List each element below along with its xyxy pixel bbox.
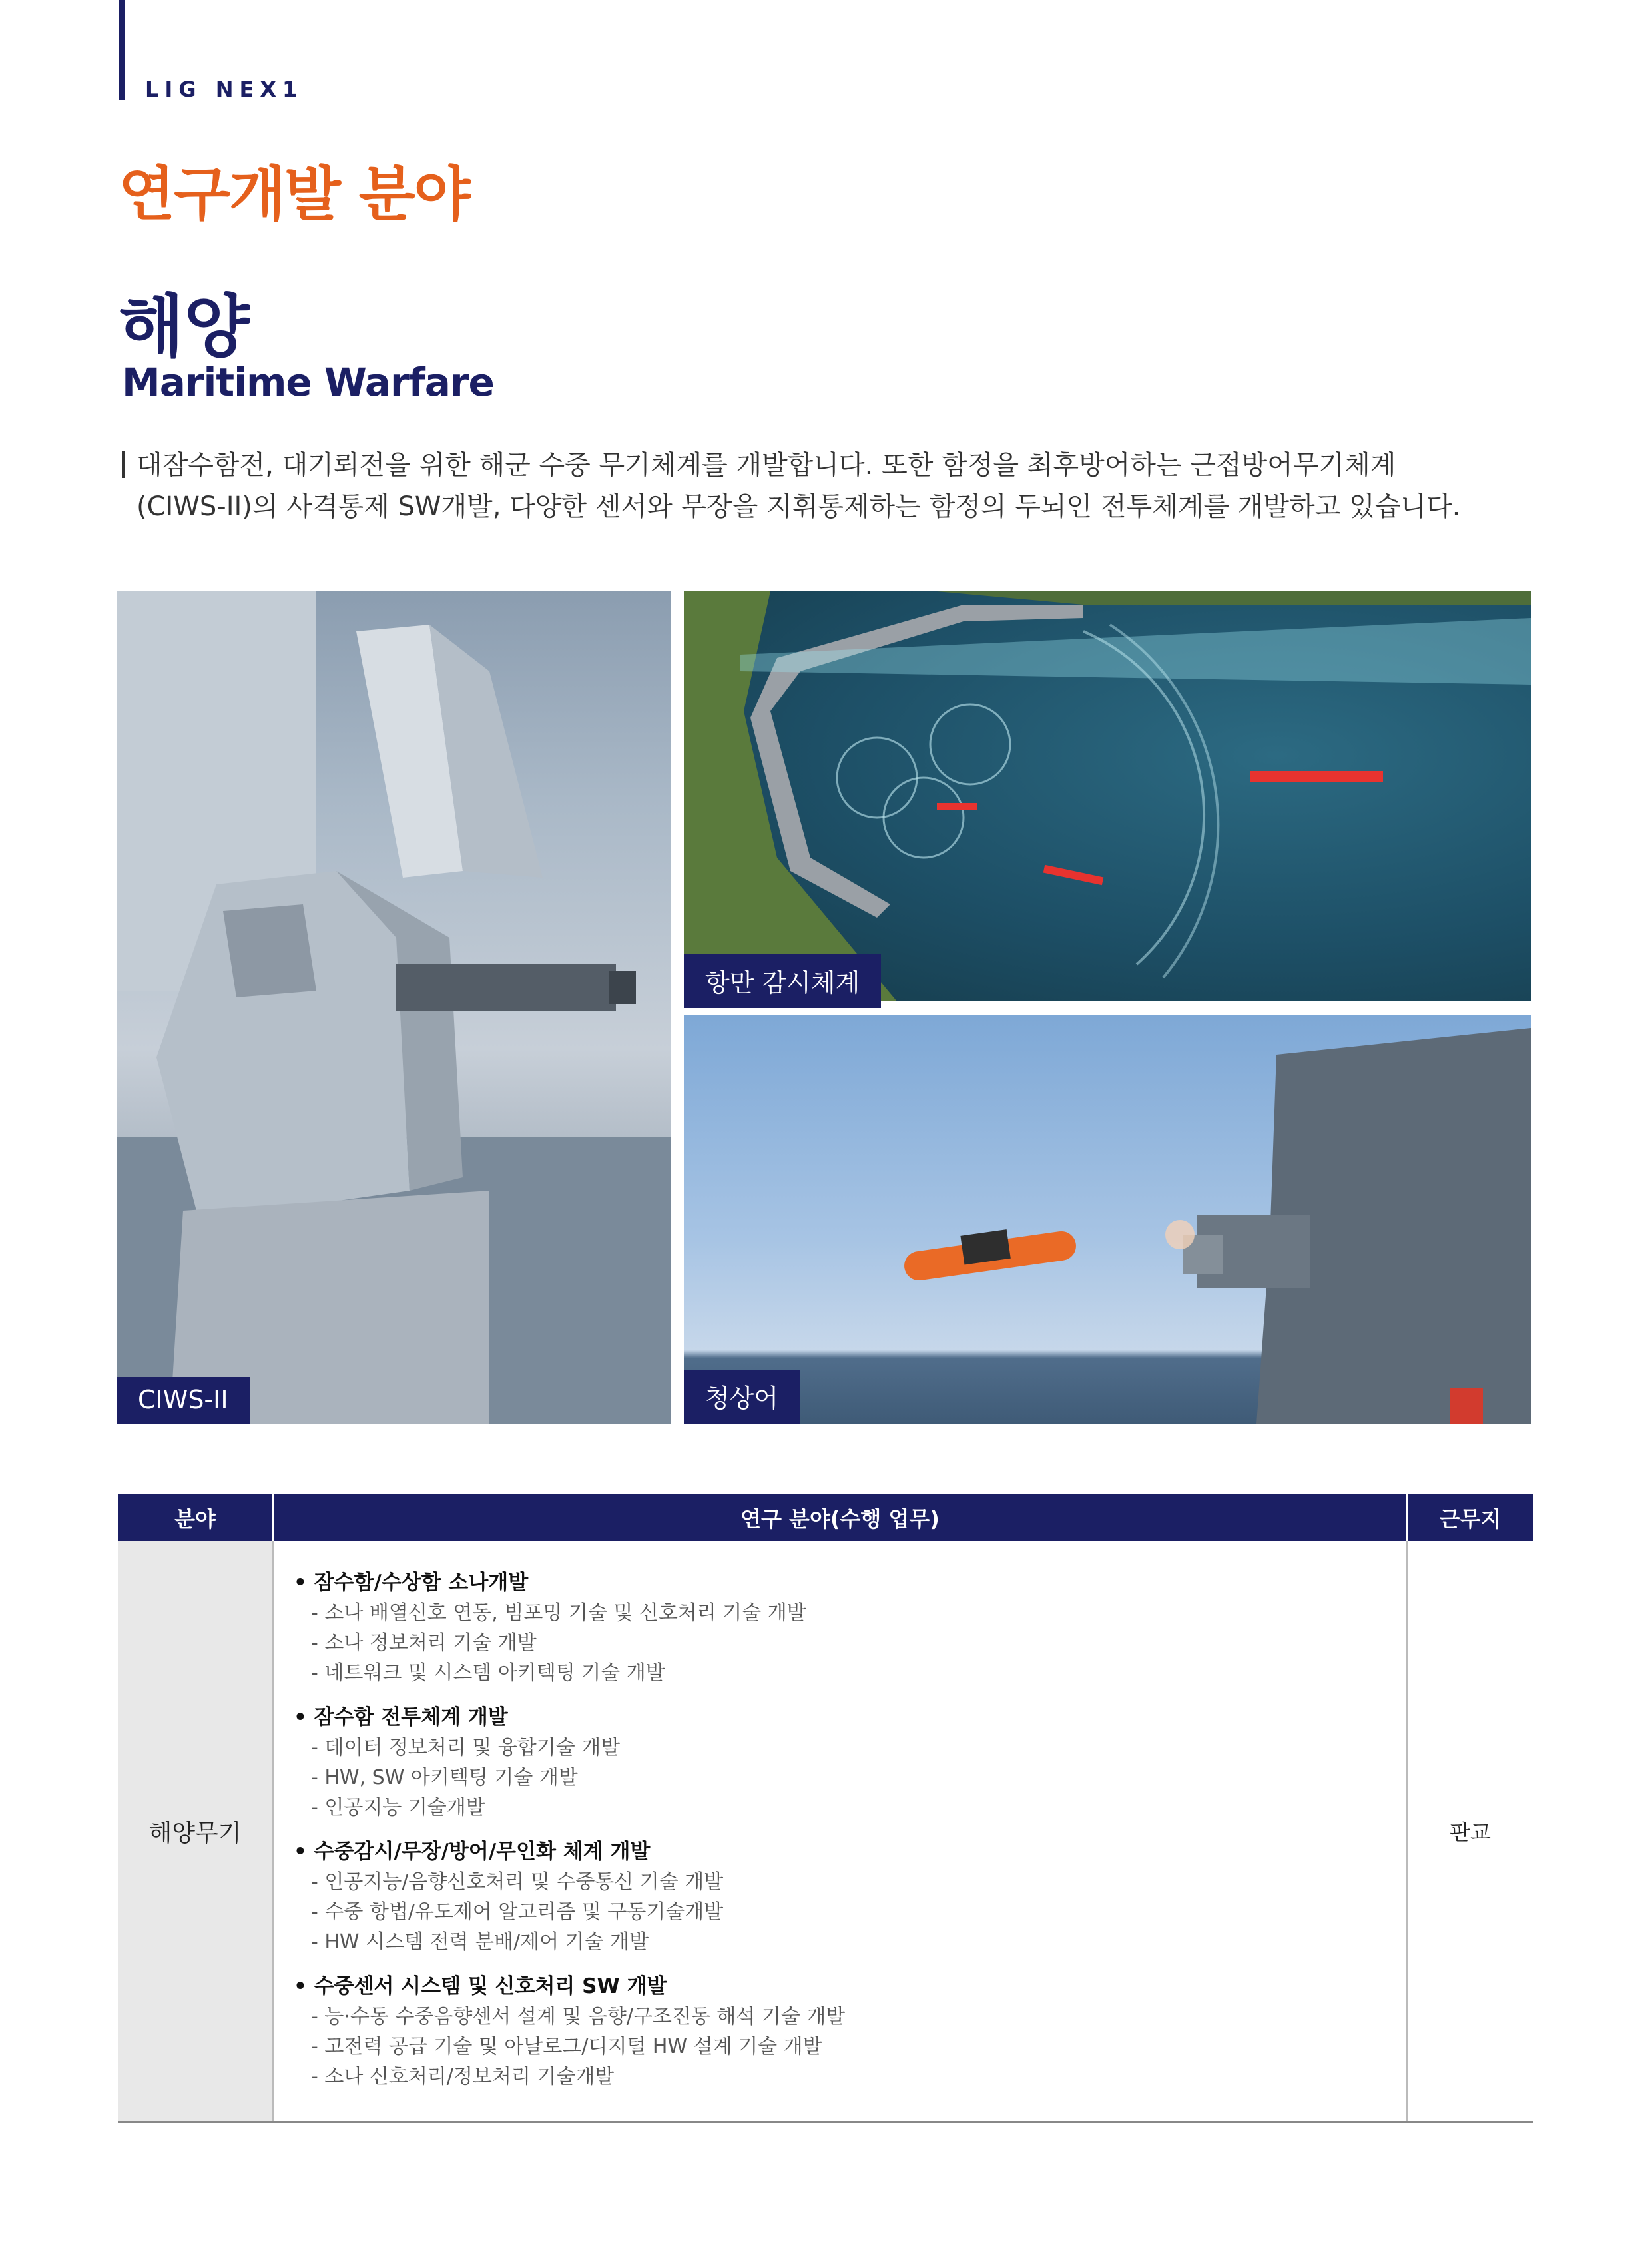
intro-line-2: (CIWS-II)의 사격통제 SW개발, 다양한 센서와 무장을 지휘통제하는 함정의 두뇌인 전투체계를 개발하고 있습니다. — [137, 491, 1461, 522]
ciws-caption: CIWS-II — [117, 1377, 250, 1424]
ciws-illustration — [117, 591, 671, 1424]
header-location: 근무지 — [1407, 1494, 1533, 1541]
section-title: 연구개발 분야 — [119, 160, 469, 228]
torpedo-caption: 청상어 — [684, 1370, 800, 1424]
field-cell: 해양무기 — [118, 1541, 273, 2122]
intro-text — [122, 445, 1520, 527]
torpedo-illustration — [684, 1015, 1531, 1424]
torpedo-photo — [684, 1015, 1531, 1424]
intro-bar — [122, 451, 125, 478]
work-group — [294, 1703, 1386, 1822]
group-item: - 소나 배열신호 연동, 빔포밍 기술 및 신호처리 기술 개발 — [294, 1598, 1386, 1628]
location-cell: 판교 — [1407, 1541, 1533, 2122]
group-item: - 수중 항법/유도제어 알고리즘 및 구동기술개발 — [294, 1897, 1386, 1927]
table-row — [118, 1541, 1533, 2122]
group-item: - HW, SW 아키텍팅 기술 개발 — [294, 1763, 1386, 1793]
group-title: • 잠수함 전투체계 개발 — [294, 1703, 1386, 1733]
harbor-photo — [684, 591, 1531, 1001]
harbor-caption: 항만 감시체계 — [684, 954, 881, 1008]
group-item: - HW 시스템 전력 분배/제어 기술 개발 — [294, 1927, 1386, 1957]
group-item: - 소나 정보처리 기술 개발 — [294, 1628, 1386, 1658]
ciws-photo — [117, 591, 671, 1424]
group-title: • 수중센서 시스템 및 신호처리 SW 개발 — [294, 1972, 1386, 2002]
group-item: - 소나 신호처리/정보처리 기술개발 — [294, 2062, 1386, 2092]
header-field: 분야 — [118, 1494, 273, 1541]
intro-line-1: 대잠수함전, 대기뢰전을 위한 해군 수중 무기체계를 개발합니다. 또한 함정을 최후방어하는 근접방어무기체계 — [137, 450, 1396, 481]
rnd-table — [118, 1494, 1533, 2123]
accent-bar — [119, 0, 125, 100]
group-item: - 능·수동 수중음향센서 설계 및 음향/구조진동 해석 기술 개발 — [294, 2002, 1386, 2032]
group-item: - 고전력 공급 기술 및 아날로그/디지털 HW 설계 기술 개발 — [294, 2032, 1386, 2062]
topic-title-en: Maritime Warfare — [122, 360, 494, 405]
group-item: - 인공지능 기술개발 — [294, 1793, 1386, 1822]
brand-label: LIG NEX1 — [145, 77, 304, 102]
header-work: 연구 분야(수행 업무) — [273, 1494, 1407, 1541]
table-header-row — [118, 1494, 1533, 1541]
work-group — [294, 1568, 1386, 1688]
topic-title-kr: 해양 — [119, 288, 250, 367]
work-group — [294, 1972, 1386, 2092]
group-title: • 잠수함/수상함 소나개발 — [294, 1568, 1386, 1598]
work-cell — [273, 1541, 1407, 2122]
group-item: - 인공지능/음향신호처리 및 수중통신 기술 개발 — [294, 1867, 1386, 1897]
group-item: - 데이터 정보처리 및 융합기술 개발 — [294, 1733, 1386, 1763]
group-title: • 수중감시/무장/방어/무인화 체계 개발 — [294, 1837, 1386, 1867]
work-group — [294, 1837, 1386, 1957]
group-item: - 네트워크 및 시스템 아키텍팅 기술 개발 — [294, 1658, 1386, 1688]
harbor-illustration — [684, 591, 1531, 1001]
